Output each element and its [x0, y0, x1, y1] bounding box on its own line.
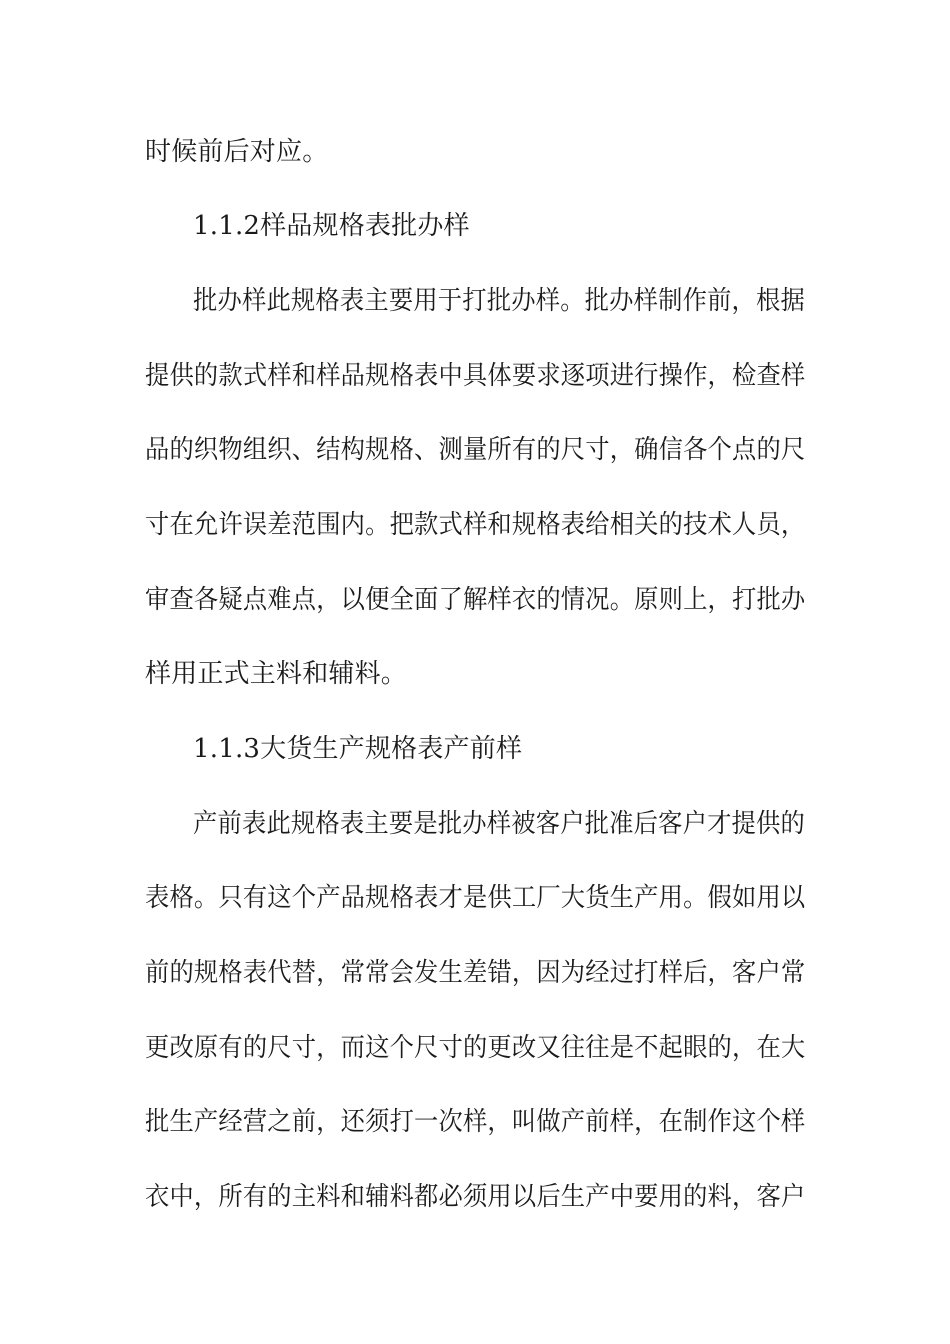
section-heading-1-1-2 [0, 206, 950, 246]
paragraph-first-line [0, 804, 950, 844]
body-text-line [0, 1177, 950, 1217]
heading-text: 1.1.3大货生产规格表产前样 [193, 734, 523, 764]
text-content: 表格。只有这个产品规格表才是供工厂大货生产用。假如用以 [145, 883, 806, 913]
body-text-line [0, 505, 950, 545]
text-content: 批生产经营之前，还须打一次样，叫做产前样，在制作这个样 [145, 1107, 806, 1137]
text-content: 前的规格表代替，常常会发生差错，因为经过打样后，客户常 [145, 958, 806, 988]
paragraph-first-line [0, 281, 950, 321]
text-content: 品的织物组织、结构规格、测量所有的尺寸，确信各个点的尺 [145, 435, 806, 465]
body-text-line [0, 878, 950, 918]
text-content: 衣中，所有的主料和辅料都必须用以后生产中要用的料，客户 [145, 1182, 806, 1212]
text-content: 提供的款式样和样品规格表中具体要求逐项进行操作，检查样 [145, 361, 806, 391]
body-text-line [0, 430, 950, 470]
body-text-line [0, 654, 950, 694]
text-content: 产前表此规格表主要是批办样被客户批准后客户才提供的 [193, 809, 806, 839]
body-text-line [0, 1102, 950, 1142]
body-text-line [0, 953, 950, 993]
body-text-line [0, 1028, 950, 1068]
text-content: 更改原有的尺寸，而这个尺寸的更改又往往是不起眼的，在大 [145, 1033, 806, 1063]
body-text-line [0, 356, 950, 396]
heading-text: 1.1.2样品规格表批办样 [193, 211, 470, 241]
text-content: 样用正式主料和辅料。 [145, 659, 408, 689]
section-heading-1-1-3 [0, 729, 950, 769]
text-content: 审查各疑点难点，以便全面了解样衣的情况。原则上，打批办 [145, 585, 806, 615]
text-content: 寸在允许误差范围内。把款式样和规格表给相关的技术人员， [145, 510, 806, 540]
body-text-line [0, 580, 950, 620]
text-content: 时候前后对应。 [145, 137, 329, 167]
text-content: 批办样此规格表主要用于打批办样。批办样制作前，根据 [193, 286, 806, 316]
body-text-line [0, 132, 950, 172]
